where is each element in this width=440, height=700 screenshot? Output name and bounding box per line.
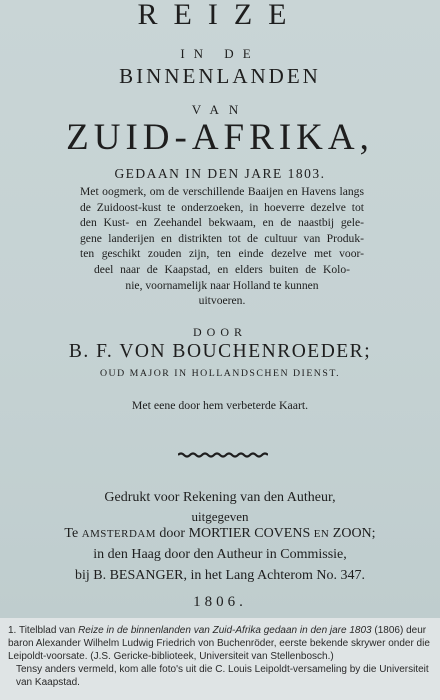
- imprint-line: Gedrukt voor Rekening van den Autheur,: [104, 490, 336, 505]
- title-line-binnenlanden: BINNENLANDEN: [119, 64, 321, 88]
- caption-number: 1.: [8, 625, 17, 636]
- imprint-line: uitgegeven: [191, 509, 249, 524]
- by-line: DOOR: [192, 325, 247, 339]
- caption-text: Titelblad van: [18, 625, 76, 636]
- caption-credit: Tensy anders vermeld, kom alle foto's uit die C. Louis Leipoldt-versameling by die Universiteit van Kaapstad.: [16, 664, 429, 688]
- imprint-line-publisher: Te AMSTERDAM door MORTIER COVENS EN ZOON;: [64, 526, 376, 541]
- description-line: uitvoeren.: [198, 294, 246, 308]
- ornamental-rule: [178, 452, 268, 458]
- author-rank: OUD MAJOR IN HOLLANDSCHEN DIENST.: [99, 368, 341, 379]
- caption-text: (1806) deur baron Alexander Wilhelm Ludwig Friedrich von Buchenröder, eerste bekende skrywer onder die Leipoldt-voorsate. (J.S. Gericke-biblioteek, Universiteit van Stellenbosch.): [8, 625, 430, 662]
- description-line: nie, voornamelijk naar Holland te kunnen: [125, 278, 319, 292]
- description-line: Met oogmerk, om de verschillende Baaijen en Havens langs: [80, 185, 364, 198]
- figure-caption: [8, 624, 436, 689]
- title-line-van: VAN: [191, 102, 249, 117]
- publication-year: 1806.: [193, 594, 247, 610]
- caption-book-title: Reize in de binnenlanden van Zuid-Afrika gedaan in den jare 1803: [78, 625, 372, 636]
- imprint-line: in den Haag door den Autheur in Commissie,: [93, 547, 347, 562]
- description-line: gene landerijen en distrikten tot de cultuur van Produk-: [80, 231, 364, 245]
- map-note: Met eene door hem verbeterde Kaart.: [131, 398, 309, 412]
- description-line: ten geschikt zouden zijn, ten einde dezelve met voor-: [80, 247, 364, 261]
- description-line: deel naar de Kaapstad, en elders buiten de Kolo-: [94, 262, 350, 276]
- title-line-reize: REIZE: [137, 0, 303, 31]
- title-line-in-de: IN DE: [180, 46, 260, 61]
- author-name: B. F. VON BOUCHENROEDER;: [68, 341, 372, 362]
- description-paragraph: [80, 184, 364, 309]
- description-line: de Zuidoost-kust te onderzoeken, in hoeverre dezelve tot: [80, 200, 364, 214]
- imprint-line: bij B. BESANGER, in het Lang Achterom No. 347.: [74, 568, 366, 583]
- title-line-zuid-afrika: ZUID-AFRIKA,: [66, 117, 374, 158]
- description-line: den Kust- en Zeehandel bekwaam, en de naastbij gele-: [80, 216, 364, 230]
- subtitle-year: GEDAAN IN DEN JARE 1803.: [114, 166, 326, 181]
